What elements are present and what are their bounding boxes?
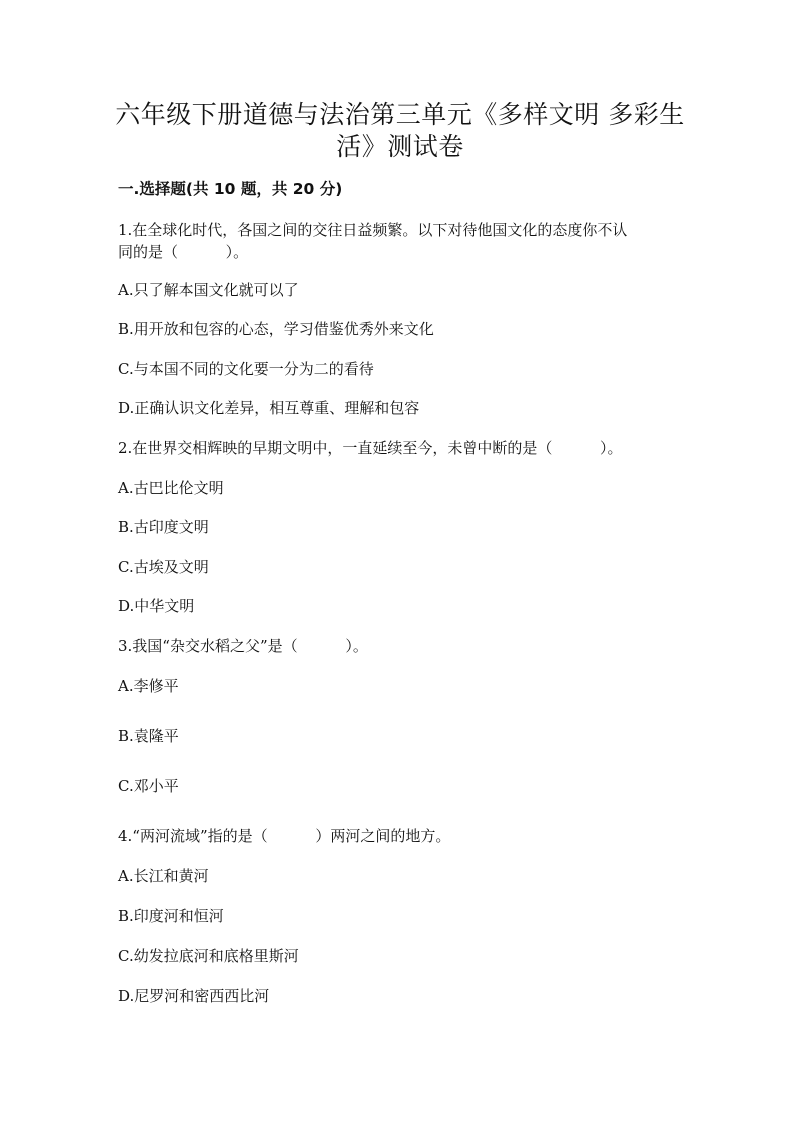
page-title-line-2: 活》测试卷 [336, 132, 464, 161]
question-4-option-a: A.长江和黄河 [118, 867, 209, 885]
question-1-stem-line-2: 同的是（ ）。 [118, 243, 249, 261]
question-2-option-c: C.古埃及文明 [118, 558, 209, 576]
question-1-option-b: B.用开放和包容的心态，学习借鉴优秀外来文化 [118, 320, 434, 338]
question-4-option-d: D.尼罗河和密西西比河 [118, 987, 270, 1005]
question-3-option-c: C.邓小平 [118, 777, 179, 795]
question-3-option-a: A.李修平 [118, 677, 179, 695]
question-4-option-c: C.幼发拉底河和底格里斯河 [118, 947, 299, 965]
page-title-line-1: 六年级下册道德与法治第三单元《多样文明 多彩生 [115, 100, 685, 129]
question-1-option-c: C.与本国不同的文化要一分为二的看待 [118, 360, 374, 378]
question-4-option-b: B.印度河和恒河 [118, 907, 224, 925]
question-1-option-a: A.只了解本国文化就可以了 [118, 281, 299, 299]
question-4-stem: 4.“两河流域”指的是（ ）两河之间的地方。 [118, 827, 451, 845]
question-2-option-a: A.古巴比伦文明 [118, 479, 224, 497]
question-2-stem: 2.在世界交相辉映的早期文明中，一直延续至今，未曾中断的是（ ）。 [118, 439, 623, 457]
question-3-stem: 3.我国“杂交水稻之父”是（ ）。 [118, 637, 368, 655]
question-1-option-d: D.正确认识文化差异，相互尊重、理解和包容 [118, 399, 420, 417]
question-1-stem-line-1: 1.在全球化时代，各国之间的交往日益频繁。以下对待他国文化的态度你不认 [118, 221, 628, 239]
section-heading: 一.选择题(共 10 题，共 20 分) [118, 180, 343, 198]
question-2-option-b: B.古印度文明 [118, 518, 209, 536]
question-2-option-d: D.中华文明 [118, 597, 195, 615]
question-3-option-b: B.袁隆平 [118, 727, 179, 745]
